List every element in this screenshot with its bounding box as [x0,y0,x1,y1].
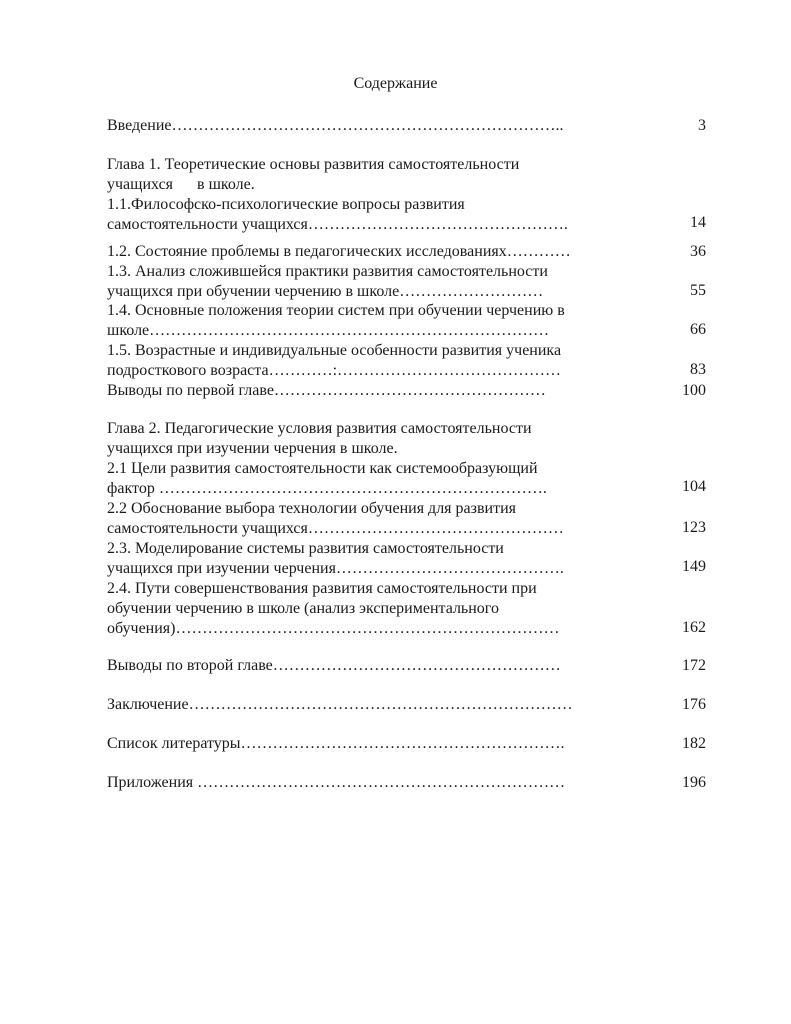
page-number: 36 [690,243,706,260]
page-number: 149 [682,558,706,575]
toc-entry-2-4: 2.4. Пути совершенствования развития самостоятельности при [107,580,537,597]
chapter-2-heading: Глава 2. Педагогические условия развития самостоятельности [107,420,532,437]
page-number: 172 [682,657,706,674]
page-number: 182 [682,735,706,752]
toc-entry-1-1-cont: самостоятельности учащихся…………………………………………. [107,216,568,233]
page-number: 14 [690,214,706,231]
toc-entry-conclusion: Заключение……………………………………………………………… [107,696,573,713]
toc-entry-2-1: 2.1 Цели развития самостоятельности как системообразующий [107,460,538,477]
toc-entry-1-3-cont: учащихся при обучении черчению в школе……………………… [107,283,544,300]
page-number: 83 [690,361,706,378]
page-number: 55 [690,282,706,299]
toc-entry-2-2: 2.2 Обоснование выбора технологии обучения для развития [107,500,516,517]
toc-entry-2-4-cont: обучении черчению в школе (анализ экспериментального [107,600,499,617]
chapter-2-heading-cont: учащихся при изучении черчения в школе. [107,440,398,457]
page-number: 100 [682,382,706,399]
chapter-1-heading: Глава 1. Теоретические основы развития самостоятельности [107,156,520,173]
toc-entry-2-2-cont: самостоятельности учащихся………………………………………… [107,520,564,537]
toc-entry-1-1: 1.1.Философско-психологические вопросы развития [107,196,465,213]
toc-entry-2-3-cont: учащихся при изучении черчения……………………………………. [107,560,564,577]
toc-entry-2-4-cont: обучения)……………………………………………………………… [107,620,560,637]
toc-entry-introduction: Введение……………………………………………………………….. [107,117,564,134]
toc-entry-1-2: 1.2. Состояние проблемы в педагогических исследованиях………… [107,243,571,260]
toc-entry-1-5-cont: подросткового возраста…………:…………………………………… [107,362,562,379]
toc-entry-chapter-2-conclusions: Выводы по второй главе……………………………………………… [107,657,561,674]
page-number: 3 [698,117,706,134]
toc-entry-1-4-cont: школе………………………………………………………………… [107,322,550,339]
toc-entry-2-3: 2.3. Моделирование системы развития самостоятельности [107,540,504,557]
page-number: 123 [682,519,706,536]
toc-entry-1-4: 1.4. Основные положения теории систем при обучении черчению в [107,302,565,319]
chapter-1-heading-cont: учащихся в школе. [107,176,255,193]
toc-entry-chapter-1-conclusions: Выводы по первой главе…………………………………………… [107,382,546,399]
toc-entry-1-3: 1.3. Анализ сложившейся практики развития самостоятельности [107,263,548,280]
page-number: 66 [690,321,706,338]
page-title: Содержание [353,75,438,92]
toc-entry-1-5: 1.5. Возрастные и индивидуальные особенности развития ученика [107,342,562,359]
page-number: 176 [682,696,706,713]
page-number: 162 [682,619,706,636]
toc-entry-2-1-cont: фактор ………………………………………………………………. [107,480,547,497]
toc-entry-references: Список литературы……………………………………………………. [107,735,565,752]
toc-entry-appendices: Приложения …………………………………………………………… [107,774,566,791]
page-number: 104 [682,478,706,495]
page-number: 196 [682,774,706,791]
